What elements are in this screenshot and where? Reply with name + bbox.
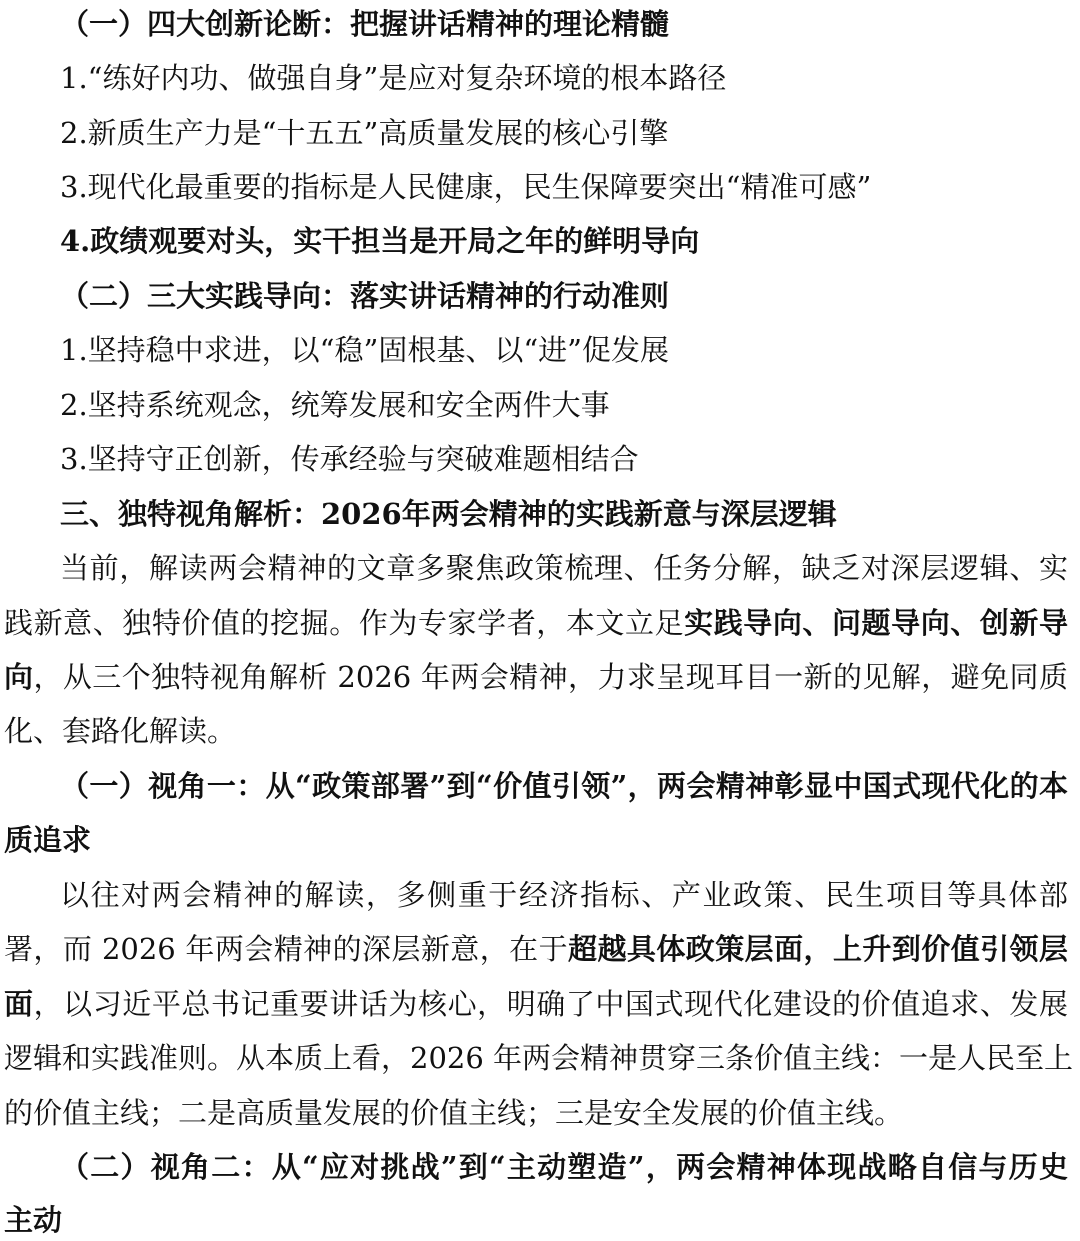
text-run: ，从三个独特视角解析 2026 年两会精神，力求呈现耳目一新的见解，避免同质 [33, 660, 1068, 694]
paragraph-line [4, 657, 1068, 697]
list-item: 2.坚持系统观念，统筹发展和安全两件大事 [60, 388, 610, 422]
list-item: 3.现代化最重要的指标是人民健康，民生保障要突出“精准可感” [60, 170, 872, 204]
paragraph-line: 的价值主线；二是高质量发展的价值主线；三是安全发展的价值主线。 [4, 1096, 904, 1130]
text-run: ，以习近平总书记重要讲话为核心，明确了中国式现代化建设的价值追求、发展 [33, 987, 1068, 1021]
paragraph-line: 逻辑和实践准则。从本质上看，2026 年两会精神贯穿三条价值主线：一是人民至上 [4, 1041, 1074, 1075]
list-item: 1.坚持稳中求进，以“稳”固根基、以“进”促发展 [60, 333, 669, 367]
emphasis-text: 超越具体政策层面，上升到价值引领层 [568, 932, 1068, 966]
text-run: 署，而 2026 年两会精神的深层新意，在于 [4, 932, 569, 966]
subsection-heading: 质追求 [4, 823, 92, 857]
subsection-heading: （一）四大创新论断：把握讲话精神的理论精髓 [60, 7, 670, 41]
subsection-heading: （二）三大实践导向：落实讲话精神的行动准则 [60, 279, 670, 313]
text-run: 践新意、独特价值的挖掘。作为专家学者，本文立足 [4, 606, 685, 640]
paragraph-line: 当前，解读两会精神的文章多聚焦政策梳理、任务分解，缺乏对深层逻辑、实 [60, 551, 1068, 585]
paragraph-line: 化、套路化解读。 [4, 714, 237, 748]
list-item: 4.政绩观要对头，实干担当是开局之年的鲜明导向 [60, 224, 700, 258]
list-item: 1.“练好内功、做强自身”是应对复杂环境的根本路径 [60, 61, 727, 95]
paragraph-line: 以往对两会精神的解读，多侧重于经济指标、产业政策、民生项目等具体部 [60, 878, 1068, 912]
list-item: 3.坚持守正创新，传承经验与突破难题相结合 [60, 442, 639, 476]
subsection-heading: （一）视角一：从“政策部署”到“价值引领”，两会精神彰显中国式现代化的本 [60, 769, 1068, 803]
paragraph-line [4, 603, 1068, 643]
emphasis-text: 向 [4, 660, 34, 694]
emphasis-text: 实践导向、问题导向、创新导 [684, 606, 1068, 640]
paragraph-line [4, 929, 1068, 969]
subsection-heading: （二）视角二：从“应对挑战”到“主动塑造”，两会精神体现战略自信与历史 [60, 1150, 1068, 1184]
list-item: 2.新质生产力是“十五五”高质量发展的核心引擎 [60, 116, 669, 150]
emphasis-text: 面 [4, 987, 34, 1021]
section-heading: 三、独特视角解析：2026年两会精神的实践新意与深层逻辑 [60, 497, 837, 531]
paragraph-line [4, 984, 1068, 1024]
subsection-heading: 主动 [4, 1203, 63, 1237]
